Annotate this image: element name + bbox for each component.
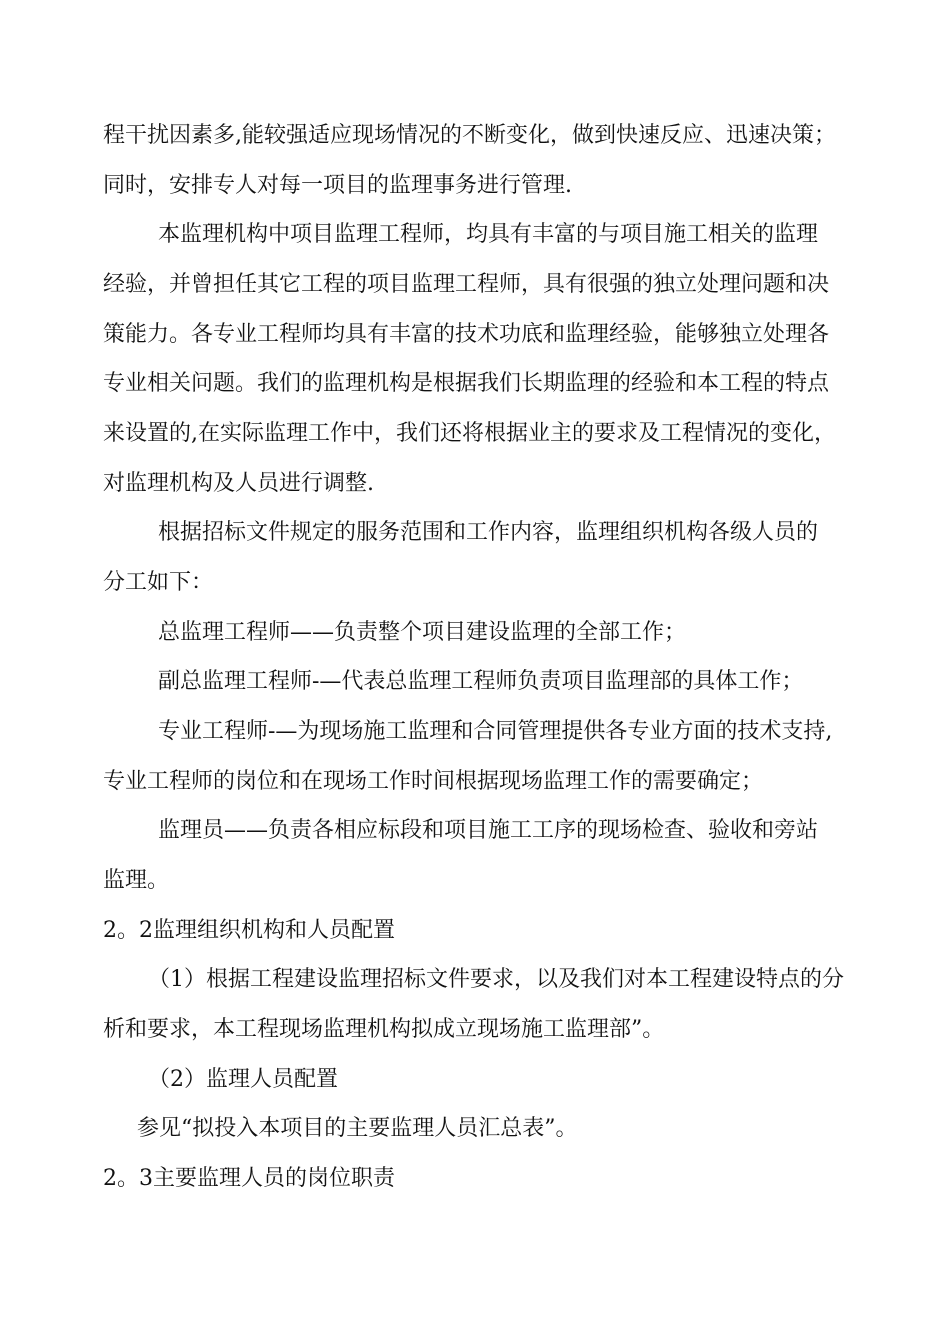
paragraph-line: 分工如下：	[103, 570, 214, 595]
paragraph-line: 本监理机构中项目监理工程师，均具有丰富的与项目施工相关的监理	[158, 222, 819, 247]
paragraph-line: 析和要求，本工程现场监理机构拟成立现场施工监理部”。	[103, 1017, 665, 1042]
paragraph-line: （2）监理人员配置	[148, 1067, 338, 1092]
paragraph-line: 同时，安排专人对每一项目的监理事务进行管理.	[103, 173, 572, 198]
paragraph-line: 专业相关问题。我们的监理机构是根据我们长期监理的经验和本工程的特点	[103, 371, 830, 396]
paragraph-line: 副总监理工程师-—代表总监理工程师负责项目监理部的具体工作；	[158, 669, 804, 694]
paragraph-line: （1）根据工程建设监理招标文件要求，以及我们对本工程建设特点的分	[148, 967, 844, 992]
paragraph-line: 经验，并曾担任其它工程的项目监理工程师，具有很强的独立处理问题和决	[103, 272, 830, 297]
paragraph-line: 根据招标文件规定的服务范围和工作内容，监理组织机构各级人员的	[158, 520, 819, 545]
paragraph-line: 专业工程师-—为现场施工监理和合同管理提供各专业方面的技术支持,	[158, 719, 833, 744]
paragraph-line: 监理。	[103, 868, 170, 893]
paragraph-line: 策能力。各专业工程师均具有丰富的技术功底和监理经验，能够独立处理各	[103, 322, 830, 347]
paragraph-line: 总监理工程师——负责整个项目建设监理的全部工作；	[158, 620, 687, 645]
paragraph-line: 程干扰因素多,能较强适应现场情况的不断变化，做到快速反应、迅速决策；	[103, 123, 836, 148]
paragraph-line: 监理员——负责各相应标段和项目施工工序的现场检查、验收和旁站	[158, 818, 819, 843]
paragraph-line: 专业工程师的岗位和在现场工作时间根据现场监理工作的需要确定；	[103, 769, 764, 794]
paragraph-line: 参见“拟投入本项目的主要监理人员汇总表”。	[137, 1116, 578, 1141]
paragraph-line: 对监理机构及人员进行调整.	[103, 471, 374, 496]
section-heading: 2。2监理组织机构和人员配置	[103, 918, 395, 943]
paragraph-line: 来设置的,在实际监理工作中，我们还将根据业主的要求及工程情况的变化，	[103, 421, 836, 446]
section-heading: 2。3主要监理人员的岗位职责	[103, 1166, 395, 1191]
